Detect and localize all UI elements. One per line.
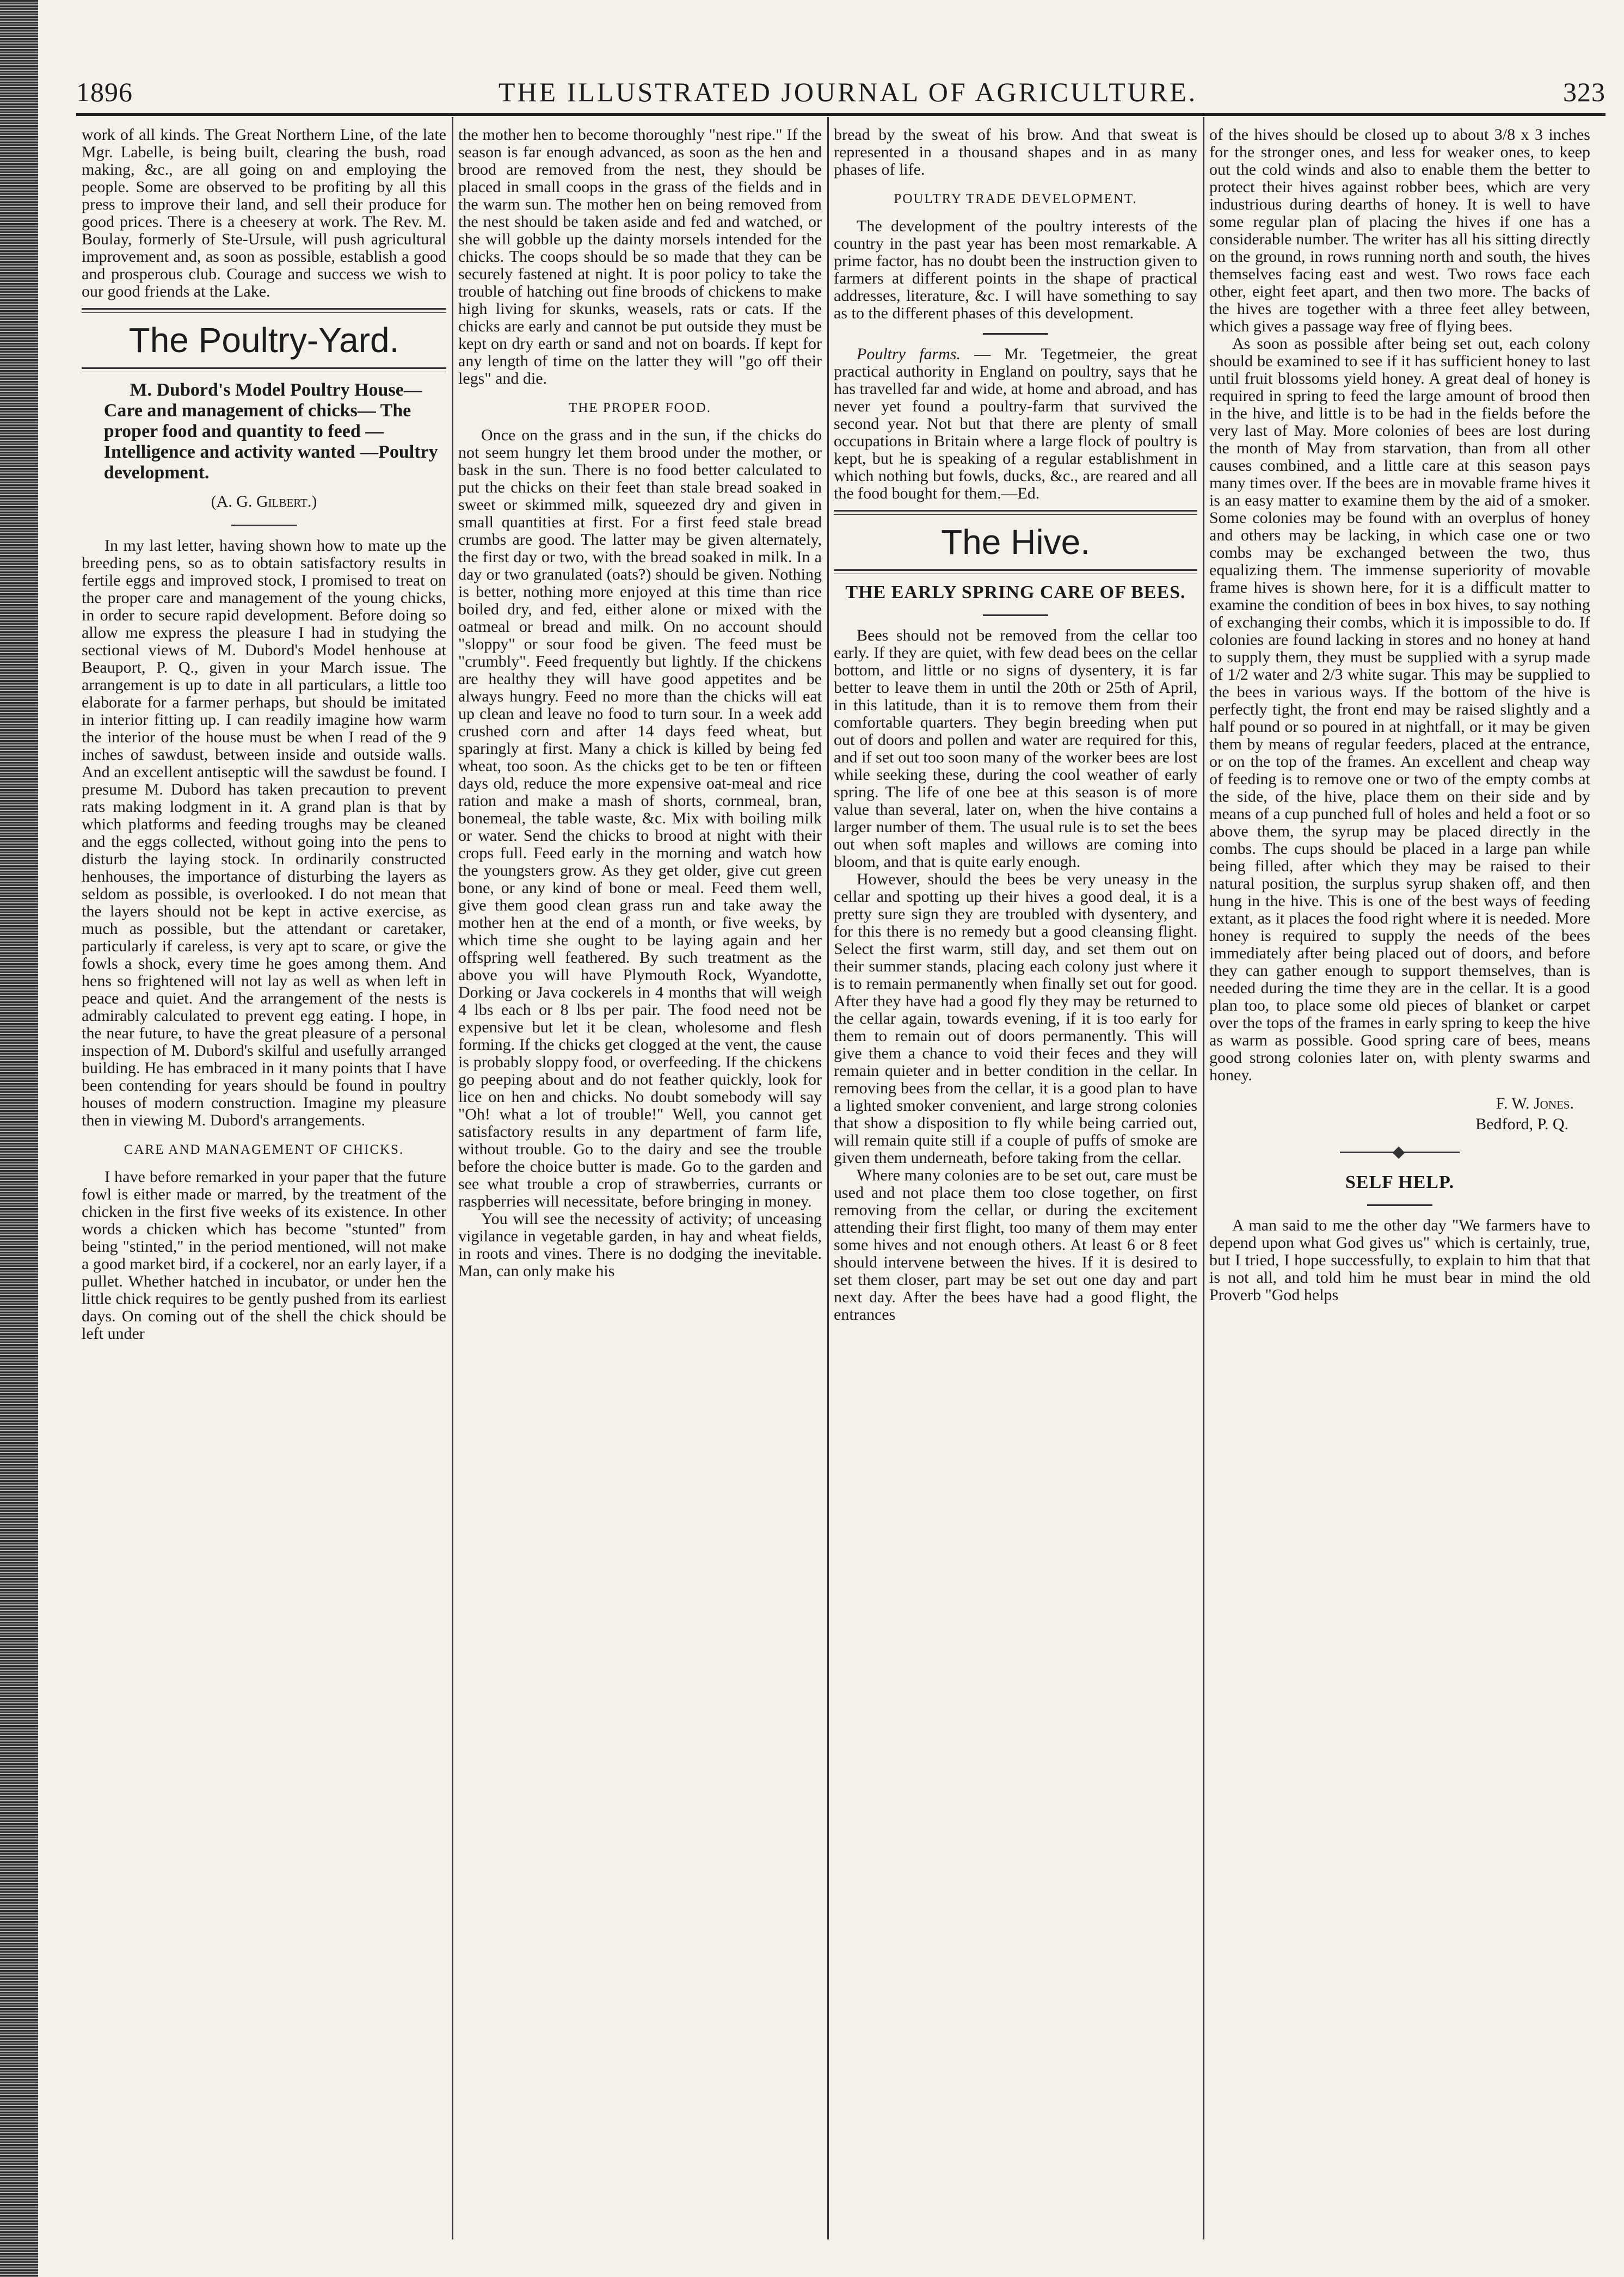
section-rule: [82, 367, 446, 372]
self-help-headline: SELF HELP.: [1345, 1172, 1455, 1192]
ornamental-rule: [1340, 1152, 1460, 1153]
section-rule: [834, 569, 1197, 574]
col1-intro: work of all kinds. The Great Northern Line, of the late Mgr. Labelle, is being built, clearing the bush, road making, &c., are all going on and employing the people. Some are observed to be profiting by all this press to improve their land, and sell their produce for good prices. There is a cheesery at work. The Rev. M. Boulay, formerly of Ste-Ursule, will push agricultural improvement and, as soon as possible, establish a good and prosperous club. Courage and success we wish to our good friends at the Lake.: [82, 126, 446, 300]
short-rule: [983, 333, 1048, 335]
header-rule: [76, 113, 1605, 116]
short-rule: [231, 525, 297, 526]
col1-paragraph-2: I have before remarked in your paper that the future fowl is either made or marred, by the treatment of the chicken in the first five weeks of its existence. In other words a chicken which has become "stunted" from being "stinted," in the period mentioned, will not make a good market bird, if a cockerel, nor an early layer, if a pullet. Whether hatched in incubator, or under hen the little chick requires to be gently pushed from its earliest days. On coming out of the shell the chick should be left under: [82, 1168, 446, 1343]
signature-place: Bedford, P. Q.: [1475, 1115, 1568, 1133]
section-title-poultry-yard: The Poultry-Yard.: [128, 321, 399, 360]
page-binding-edge: [0, 0, 38, 2277]
col3-paragraph-2: The development of the poultry interests of the country in the past year has been most remarkable. A prime factor, has no doubt been the instruction given to farmers at different points in the shape of practical addresses, literature, &c. I will have something to say as to the different phases of this development.: [834, 217, 1197, 322]
subhead-proper-food: THE PROPER FOOD.: [569, 401, 711, 415]
header-year: 1896: [76, 77, 133, 107]
column-3: [834, 126, 1197, 2238]
column-rule-2: [827, 117, 829, 2239]
subhead-care-of-chicks: CARE AND MANAGEMENT OF CHICKS.: [124, 1142, 404, 1157]
subhead-poultry-trade: POULTRY TRADE DEVELOPMENT.: [894, 192, 1137, 206]
col4-paragraph-1: of the hives should be closed up to about 3/8 x 3 inches for the stronger ones, and less for weaker ones, to keep out the cold winds and also to enable them the better to protect their hives against robber bees, which are very industrious during dearths of honey. It is well to have some regular plan of placing the hives if one has a considerable number. The writer has all his sitting directly on the ground, in rows running north and south, the hives themselves facing east and west. Two rows face each other, eight feet apart, and then two more. The backs of the hives are together with a three feet alley between, which gives a passage way free of flying bees.: [1209, 126, 1590, 335]
short-rule: [1367, 1204, 1432, 1206]
col3-paragraph-4: Bees should not be removed from the cellar too early. If they are quiet, with few dead bees on the cellar bottom, and little or no signs of dysentery, it is far better to leave them in until the 20th or 25th of April, in this latitude, than it is to remove them from their comfortable quarters. They begin breeding when put out of doors and pollen and water are required for this, and if set out too soon many of the worker bees are lost while seeking these, during the cool weather of early spring. The life of one bee at this season is of more value than several, later on, when the hive contains a larger number of them. The usual rule is to set the bees out when soft maples and willows are coming into bloom, and that is quite early enough.: [834, 626, 1197, 871]
column-rule-1: [452, 117, 453, 2239]
signature-name: F. W. Jones.: [1496, 1094, 1574, 1112]
section-rule: [82, 308, 446, 313]
col1-paragraph-1: In my last letter, having shown how to mate up the breeding pens, so as to obtain satisfactory results in fertile eggs and improved stock, I promised to treat on the proper care and management of the young chicks, in order to secure rapid development. Before doing so allow me express the pleasure I had in studying the sectional views of M. Dubord's Model henhouse at Beauport, P. Q., given in your March issue. The arrangement is up to date in all particulars, a little too elaborate for a farmer perhaps, but should be imitated in interior fitting up. I can readily imagine how warm the interior of the house must be when I read of the 9 inches of sawdust, between inside and outside walls. And an excellent antiseptic will the sawdust be found. I presume M. Dubord has taken precaution to prevent rats making lodgment in it. A grand plan is that by which platforms and feeding troughs may be cleaned and the eggs collected, without going into the pens to disturb the laying stock. In ordinarily constructed henhouses, the importance of disturbing the layers as seldom as possible, is overlooked. I do not mean that the layers should not be kept in active exercise, as much as possible, but the attendant or caretaker, particularly if careless, is very apt to scare, or give the fowls a shock, every time he goes among them. And hens so frightened will not lay as well as when left in peace and quiet. And the arrangement of the nests is admirably calculated to prevent egg eating. I hope, in the near future, to have the great pleasure of a personal inspection of M. Dubord's skilful and usefully arranged building. He has embraced in it many points that I have been contending for years should be found in poultry houses of modern construction. Imagine my pleasure then in viewing M. Dubord's arrangements.: [82, 537, 446, 1129]
running-header: [76, 64, 1605, 108]
col3-paragraph-3: [834, 346, 1197, 502]
poultry-farms-lead: Poultry farms.: [857, 345, 961, 363]
section-title-hive: The Hive.: [941, 522, 1090, 562]
bees-article-headline: THE EARLY SPRING CARE OF BEES.: [845, 582, 1186, 602]
col2-paragraph-1: the mother hen to become thoroughly "nest ripe." If the season is far enough advanced, as soon as the hen and brood are removed from the nest, they should be placed in small coops in the grass of the fields and in the warm sun. The mother hen on being removed from the nest should be taken aside and fed and watched, or she will gobble up the dainty morsels intended for the chicks. The coops should be so made that they can be securely fastened at night. It is poor policy to take the trouble of hatching out fine broods of chickens to make high living for skunks, weasels, rats or cats. If the chicks are early and cannot be put outside they must be kept on dry earth or sand and not on boards. If kept for any length of time on the latter they will "go off their legs" and die.: [458, 126, 822, 387]
col3-paragraph-1: bread by the sweat of his brow. And that sweat is represented in a thousand shapes and in as many phases of life.: [834, 126, 1197, 179]
poultry-farms-text: — Mr. Tegetmeier, the great practical authority in England on poultry, says that he has travelled far and wide, at home and abroad, and has never yet found a poultry-farm that survived the second year. Not but that there are plenty of small occupations in Britain where a large flock of poultry is kept, but he is speaking of a regular establishment in which nothing but fowls, ducks, &c., are reared and all the food bought for them.—Ed.: [834, 345, 1197, 502]
col4-paragraph-2: As soon as possible after being set out, each colony should be examined to see if it has sufficient honey to last until fruit blossoms yield honey. A great deal of honey is required in spring to feed the large amount of brood then in the hive, and little is to be had in the fields before the very last of May. More colonies of bees are lost during the month of May from starvation, than from all other causes combined, and a little care at this season pays many times over. If the bees are in movable frame hives it is an easy matter to examine them by the aid of a smoker. Some colonies may be found with an overplus of honey and others may be lacking, in which case one or two combs may be exchanged between the two, thus equalizing them. The immense superiority of movable frame hives is shown here, for it is a difficult matter to examine the condition of bees in box hives, to say nothing of exchanging their combs, which it is impossible to do. If colonies are found lacking in stores and no honey at hand to supply them, they must be supplied with a syrup made of 1/2 water and 2/3 white sugar. This may be supplied to the bees in various ways. If the bottom of the hive is perfectly tight, the front end may be raised slightly and a half pound or so poured in at nightfall, or it may be given them by means of regular feeders, placed at the entrance, or on the top of the frames. An excellent and cheap way of feeding is to remove one or two of the empty combs at the side, of the hive, place them on their side and by means of a cup punched full of holes and held a foot or so above them, the syrup may be placed directly in the combs. The cups should be placed in a large pan while being filled, after which they may be raised to their natural position, the surplus syrup shaken off, and then hung in the hive. This is one of the best ways of feeding extant, as it places the food right where it is needed. More honey is required to supply the needs of the bees immediately after being placed out of doors, and before they can gather enough to support themselves, than is needed during the time they are in the cellar. It is a good plan too, to place some old pieces of blanket or carpet over the tops of the frames in early spring to keep the hive as warm as possible. Good spring care of bees, means good strong colonies later on, with plenty swarms and honey.: [1209, 335, 1590, 1084]
col3-paragraph-6: Where many colonies are to be set out, care must be used and not place them too close together, on first removing from the cellar, or during the excitement attending their first flight, too many of them may enter some hives and not enough others. At least 6 or 8 feet should intervene between the hives. If it is desired to set them closer, part may be set out one day and part next day. After the bees have had a good flight, the entrances: [834, 1166, 1197, 1324]
col4-paragraph-3: A man said to me the other day "We farmers have to depend upon what God gives us" which is certainly, true, but I tried, I hope successfully, to explain to him that that is not all, and told him he must bear in mind the old Proverb "God helps: [1209, 1216, 1590, 1304]
column-4: [1209, 126, 1590, 2238]
header-title: THE ILLUSTRATED JOURNAL OF AGRICULTURE.: [498, 77, 1198, 107]
col2-paragraph-2: Once on the grass and in the sun, if the chicks do not seem hungry let them brood under the mother, or bask in the sun. There is no food better calculated to put the chicks on their feet than stale bread soaked in sweet or skimmed milk, squeezed dry and given in small quantities at first. For a first feed stale bread crumbs are good. The latter may be given alternately, the first day or two, with the bread soaked in milk. In a day or two granulated (oats?) should be given. Nothing is better, nothing more enjoyed at this time than rice boiled dry, and fed, either alone or mixed with the oatmeal or bread and milk. On no account should "sloppy" or sour food be given. The feed must be "crumbly". Feed frequently but lightly. If the chickens are healthy they will have good appetites and be always hungry. Feed no more than the chicks will eat up clean and leave no food to turn sour. In a week add crushed corn and after 14 days feed wheat, but sparingly at first. Many a chick is killed by being fed wheat, too soon. As the chicks get to be ten or fifteen days old, reduce the more expensive oat-meal and rice ration and make a mash of shorts, cornmeal, bran, bonemeal, the table waste, &c. Mix with boiling milk or water. Send the chicks to brood at night with their crops full. Feed early in the morning and watch how the youngsters grow. As they get older, give cut green bone, or any kind of bone or meal. Feed them well, give them good clean grass run and take away the mother hen at the end of a month, or five weeks, by which time she ought to be laying again and her offspring well feathered. By such treatment as the above you will have Plymouth Rock, Wyandotte, Dorking or Java cockerels in 4 months that will weigh 4 lbs each or 8 lbs per pair. The food need not be expensive but let it be clean, wholesome and flesh forming. If the chicks get clogged at the vent, the cause is probably sloppy food, or overfeeding. If the chickens go peeping about and do not feather quickly, look for lice on hen and chicks. No doubt somebody will say "Oh! what a lot of trouble!" Well, you cannot get satisfactory results in any department of farm life, without trouble. Go to the dairy and see the trouble before the choice butter is made. Go to the garden and see what trouble a crop of strawberries, currants or raspberries will necessitate, before bringing in money.: [458, 426, 822, 1210]
section-rule: [834, 510, 1197, 515]
poultry-article-headline: M. Dubord's Model Poultry House— Care and management of chicks— The proper food and quantity to feed —Intelligence and activity wanted —Poultry development.: [103, 380, 438, 483]
column-2: [458, 126, 822, 2238]
column-rule-3: [1203, 117, 1204, 2239]
poultry-article-byline: (A. G. Gilbert.): [211, 493, 317, 510]
column-1: [82, 126, 446, 2238]
col2-paragraph-3: You will see the necessity of activity; of unceasing vigilance in vegetable garden, in hay and wheat fields, in roots and vines. There is no dodging the inevitable. Man, can only make his: [458, 1210, 822, 1280]
short-rule: [983, 614, 1048, 616]
header-page-number: 323: [1563, 77, 1605, 107]
col3-paragraph-5: However, should the bees be very uneasy in the cellar and spotting up their hives a good deal, it is a pretty sure sign they are troubled with dysentery, and for this there is no remedy but a good cleansing flight. Select the first warm, still day, and set them out on their summer stands, placing each colony just where it is to remain permanently when finally set out for good. After they have had a good fly they may be returned to the cellar again, towards evening, if it is too early for them to remain out of doors permanently. This will give them a chance to void their feces and they will remain quieter and in better condition in the cellar. In removing bees from the cellar, it is a good plan to have a lighted smoker convenient, and large strong colonies that show a disposition to fly while being carried out, will remain quite still if a couple of puffs of smoke are given them underneath, before taking from the cellar.: [834, 870, 1197, 1167]
